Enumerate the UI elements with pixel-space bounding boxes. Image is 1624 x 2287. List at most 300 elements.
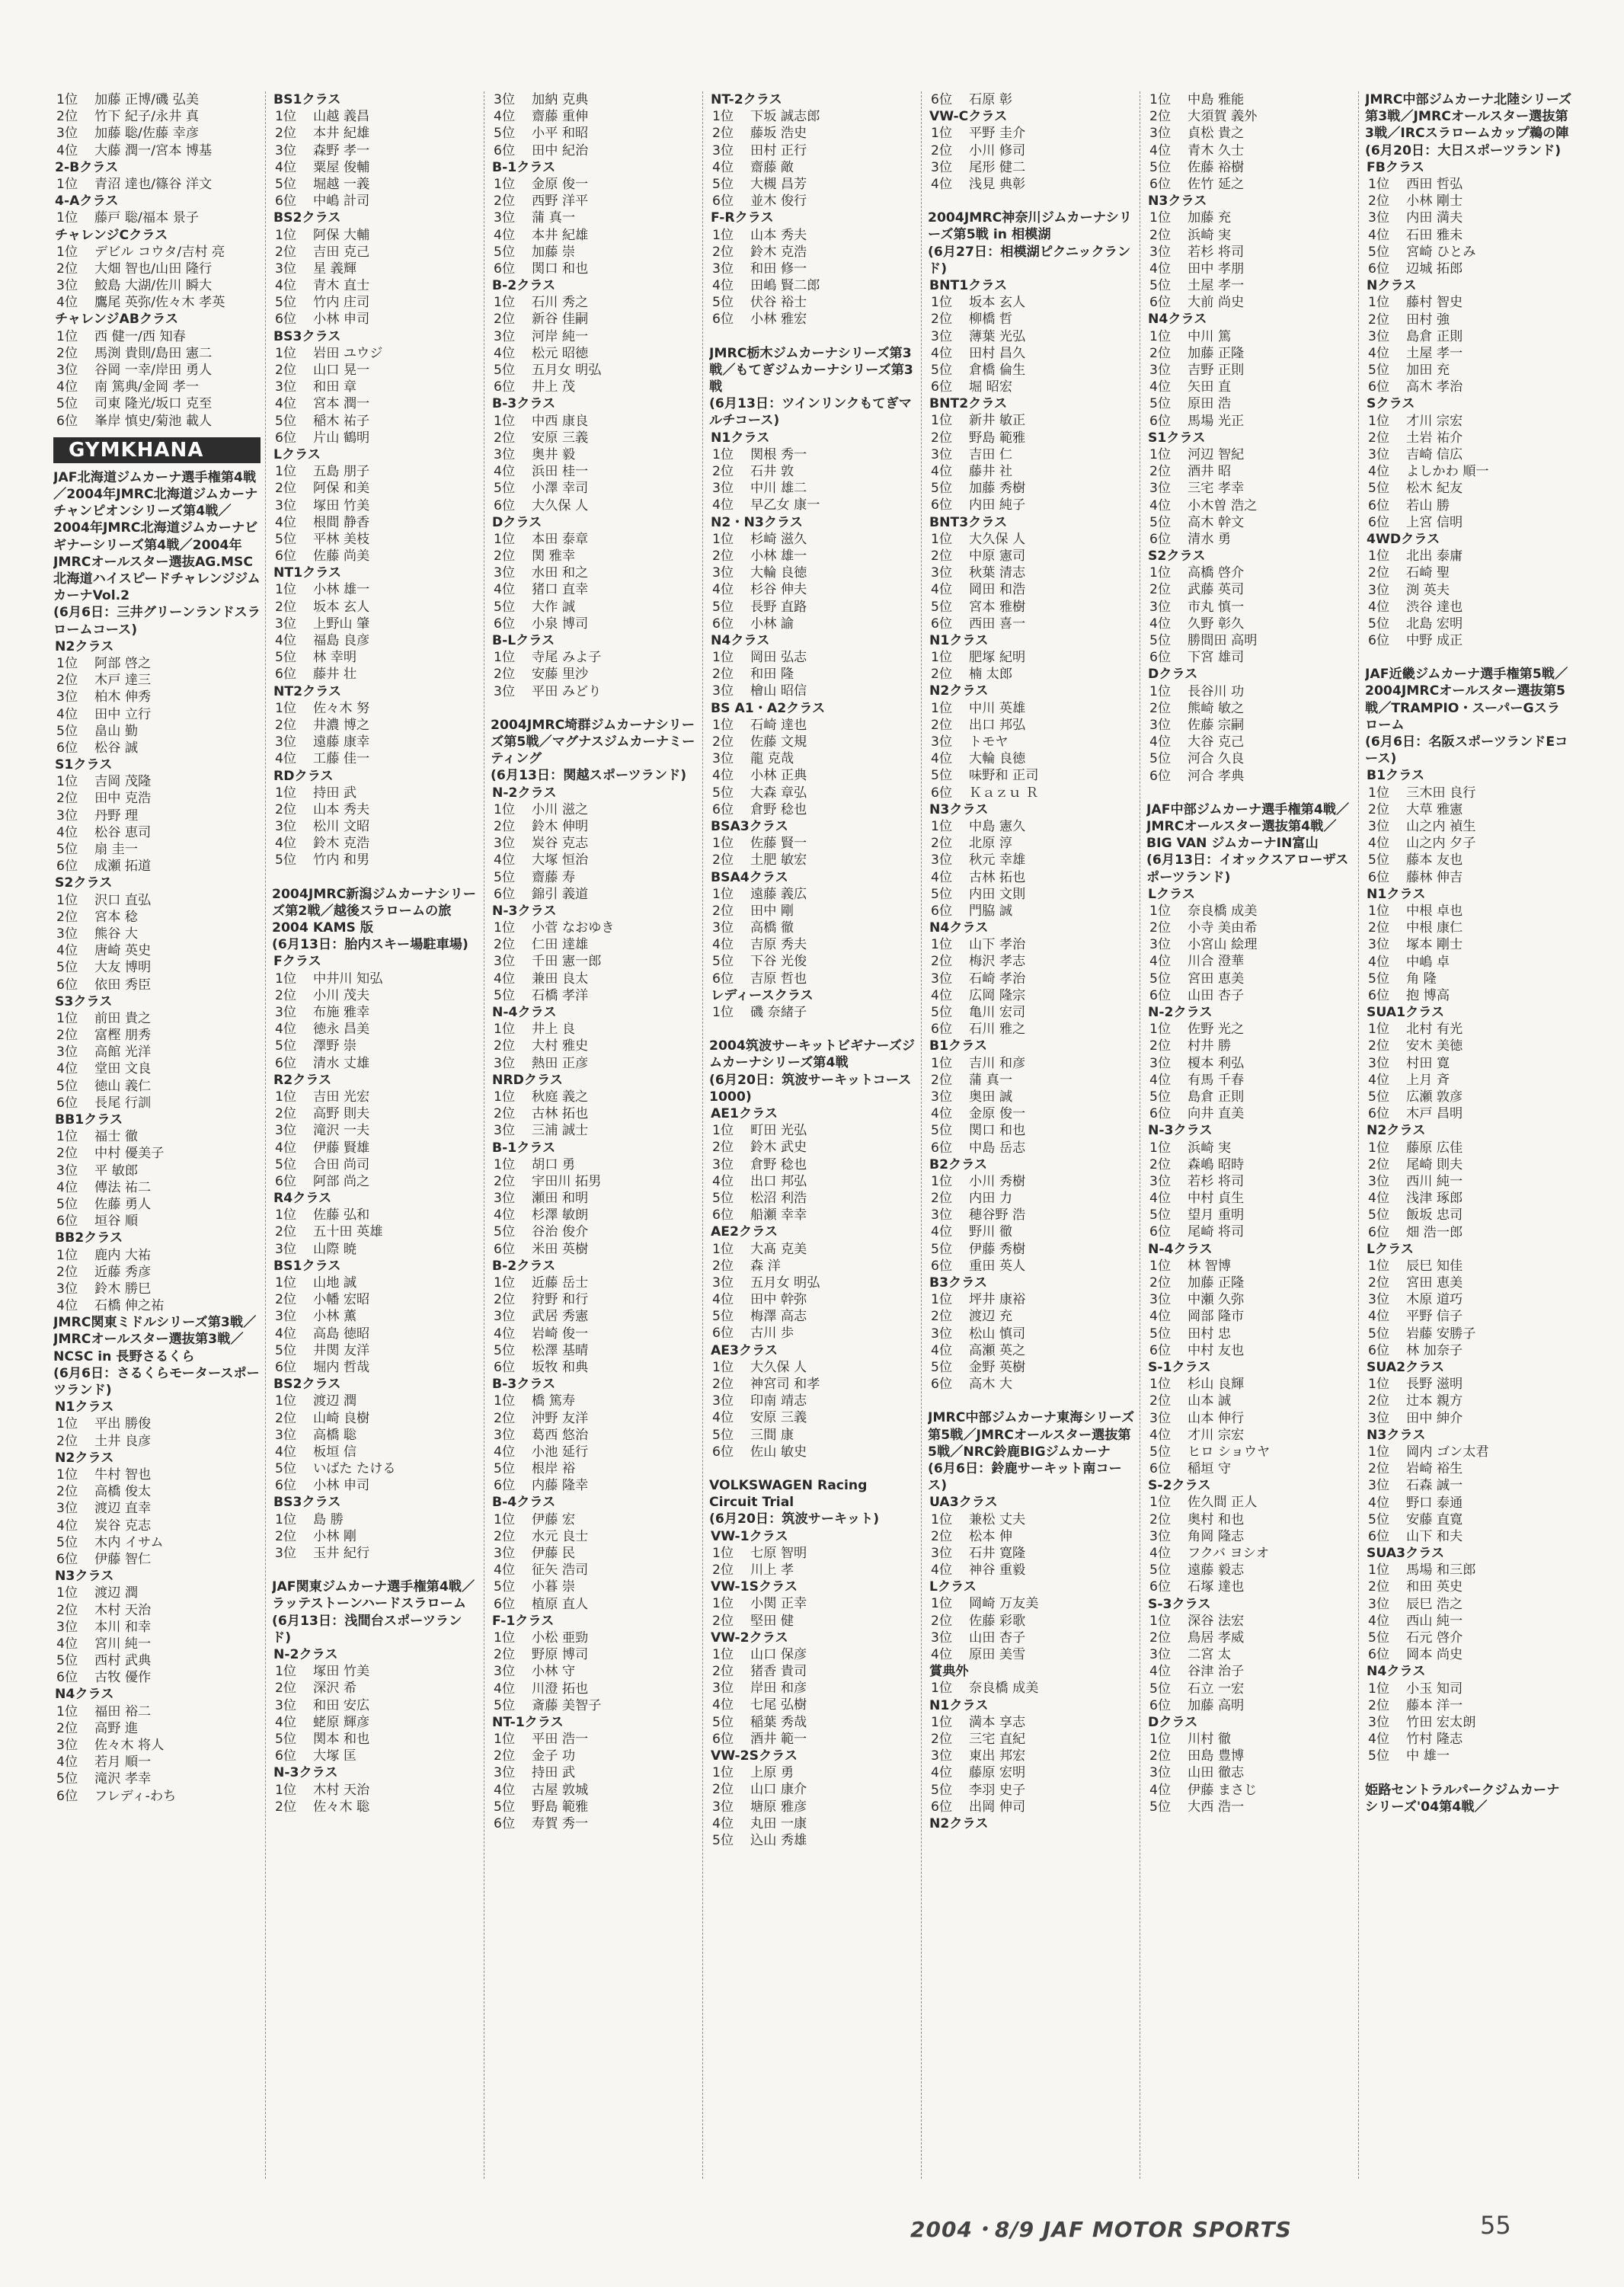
rank: 3位 xyxy=(275,142,297,158)
driver-name: 渋谷 達也 xyxy=(1406,599,1463,615)
result-row xyxy=(53,808,261,824)
class-heading: B-Lクラス xyxy=(492,633,555,648)
driver-name: 鈴木 伸明 xyxy=(532,818,589,834)
result-row xyxy=(53,362,261,379)
result-row xyxy=(1365,1681,1572,1697)
driver-name: 島倉 正則 xyxy=(1406,328,1463,344)
rank: 6位 xyxy=(275,430,297,446)
result-row xyxy=(272,1460,479,1477)
class-heading: N3クラス xyxy=(55,1569,114,1585)
page-number: 55 xyxy=(1480,2211,1511,2240)
rank: 5位 xyxy=(1149,1799,1172,1815)
rank: 4位 xyxy=(275,278,297,294)
rank: 5位 xyxy=(56,1653,78,1669)
result-row xyxy=(1365,1511,1572,1528)
result-row xyxy=(1365,1748,1572,1764)
result-row xyxy=(272,717,479,734)
rank: 1位 xyxy=(712,1123,734,1139)
result-row xyxy=(491,497,698,514)
driver-name: 才川 宗宏 xyxy=(1406,413,1463,429)
driver-name: 新谷 佳嗣 xyxy=(532,312,589,328)
driver-name: Ｋａｚｕ Ｒ xyxy=(969,785,1039,801)
driver-name: 馬場 光正 xyxy=(1188,413,1245,429)
result-row xyxy=(491,886,698,903)
result-row xyxy=(709,1376,916,1393)
driver-name: 竹村 隆志 xyxy=(1406,1732,1463,1748)
result-row xyxy=(1365,616,1572,632)
driver-name: フレディ-わち xyxy=(94,1788,177,1804)
result-row xyxy=(53,1619,261,1636)
result-row xyxy=(1146,142,1354,159)
rank: 4位 xyxy=(494,582,516,598)
result-row xyxy=(491,1528,698,1545)
rank: 6位 xyxy=(1149,1342,1172,1358)
rank: 3位 xyxy=(275,1241,297,1257)
result-row xyxy=(491,852,698,868)
result-row xyxy=(491,1596,698,1613)
driver-name: 宮田 恵美 xyxy=(1406,1275,1463,1291)
result-row xyxy=(1146,683,1354,700)
driver-name: 加藤 聡/佐藤 幸彦 xyxy=(94,126,200,142)
result-row xyxy=(491,1663,698,1680)
rank: 5位 xyxy=(275,1038,297,1054)
result-row xyxy=(53,1483,261,1500)
result-row xyxy=(709,683,916,699)
rank: 4位 xyxy=(1149,616,1172,632)
result-row xyxy=(491,683,698,700)
result-row xyxy=(53,1669,261,1686)
class-heading: VW-2Sクラス xyxy=(711,1748,798,1764)
result-row xyxy=(272,581,479,598)
driver-name: 佐藤 弘和 xyxy=(313,1207,370,1223)
rank: 6位 xyxy=(1149,1697,1172,1713)
driver-name: 山口 保彦 xyxy=(750,1646,807,1662)
driver-name: 秋葉 清志 xyxy=(969,565,1026,581)
result-row xyxy=(53,1078,261,1095)
result-row xyxy=(491,1630,698,1646)
rank: 6位 xyxy=(931,903,953,919)
driver-name: 倉橋 倫生 xyxy=(969,362,1026,378)
result-row xyxy=(709,1325,916,1342)
rank: 6位 xyxy=(1368,514,1390,530)
rank: 3位 xyxy=(931,1326,953,1342)
rank: 2位 xyxy=(712,1562,734,1578)
rank: 6位 xyxy=(1149,176,1172,192)
result-row xyxy=(1146,1089,1354,1105)
result-row xyxy=(1365,210,1572,226)
rank: 5位 xyxy=(275,650,297,666)
rank: 6位 xyxy=(56,1095,78,1111)
result-row xyxy=(709,463,916,480)
class-heading: B-1クラス xyxy=(492,159,556,175)
result-row xyxy=(1365,312,1572,328)
driver-name: 大藤 潤一/宮本 博基 xyxy=(94,142,213,158)
rank: 2位 xyxy=(931,1072,953,1088)
result-row xyxy=(53,790,261,807)
rank: 3位 xyxy=(1368,210,1390,226)
result-row xyxy=(1146,531,1354,548)
result-row xyxy=(272,176,479,193)
result-row xyxy=(709,1275,916,1291)
rank: 5位 xyxy=(275,1461,297,1477)
rank: 5位 xyxy=(1149,1444,1172,1460)
driver-name: 古川 歩 xyxy=(750,1326,794,1342)
driver-name: 佐藤 彩歌 xyxy=(969,1613,1026,1629)
rank: 2位 xyxy=(56,1484,78,1500)
driver-name: 岡部 隆市 xyxy=(1188,1309,1245,1325)
class-heading: SUA2クラス xyxy=(1367,1360,1445,1376)
rank: 3位 xyxy=(1149,1173,1172,1189)
rank: 1位 xyxy=(56,1585,78,1601)
result-row xyxy=(53,345,261,362)
class-heading: BS3クラス xyxy=(273,328,341,344)
driver-name: 大須賀 義外 xyxy=(1188,109,1258,125)
class-heading: F-Rクラス xyxy=(711,210,774,226)
result-row xyxy=(1146,413,1354,430)
driver-name: 中瀬 久弥 xyxy=(1188,1292,1245,1308)
rank: 4位 xyxy=(275,633,297,648)
result-row xyxy=(709,1173,916,1190)
driver-name: 藤原 広佳 xyxy=(1406,1140,1463,1156)
driver-name: 森嶋 昭時 xyxy=(1188,1156,1245,1172)
driver-name: 内田 満夫 xyxy=(1406,210,1463,226)
result-row xyxy=(1365,413,1572,430)
driver-name: 徳山 義仁 xyxy=(94,1078,152,1094)
result-row xyxy=(272,345,479,362)
result-row xyxy=(272,395,479,412)
driver-name: 平野 圭介 xyxy=(969,126,1026,142)
result-row xyxy=(1365,1140,1572,1156)
result-row xyxy=(491,1764,698,1781)
rank: 4位 xyxy=(1368,1732,1390,1748)
driver-name: 大草 雅憲 xyxy=(1406,801,1463,817)
rank: 4位 xyxy=(1149,1546,1172,1562)
rank: 3位 xyxy=(1149,481,1172,497)
result-row xyxy=(928,1342,1135,1359)
result-row xyxy=(272,801,479,818)
result-row xyxy=(1146,1342,1354,1359)
result-row xyxy=(491,244,698,261)
result-row xyxy=(709,1595,916,1612)
driver-name: 馬場 和三郎 xyxy=(1406,1563,1476,1579)
driver-name: 宮川 純一 xyxy=(94,1636,152,1652)
rank: 4位 xyxy=(1149,1072,1172,1088)
rank: 4位 xyxy=(275,836,297,852)
results-column xyxy=(1365,91,1577,2179)
driver-name: 竹下 紀子/永井 真 xyxy=(94,109,200,125)
rank: 1位 xyxy=(931,1173,953,1189)
driver-name: 滝沢 孝幸 xyxy=(94,1771,152,1787)
result-row xyxy=(491,1207,698,1223)
results-column xyxy=(272,91,484,2179)
driver-name: 加藤 秀樹 xyxy=(969,481,1026,497)
driver-name: 武居 秀憲 xyxy=(532,1309,589,1325)
event-heading: JMRC関東ミドルシリーズ第3戦／JMRCオールスター選抜第3戦／NCSC in 長野さるくら xyxy=(53,1315,257,1364)
driver-name: 阿保 和美 xyxy=(313,481,370,497)
result-row xyxy=(928,345,1135,362)
driver-name: 藤井 壮 xyxy=(313,667,357,683)
driver-name: 炭谷 克志 xyxy=(532,836,589,852)
driver-name: 山地 誠 xyxy=(313,1275,357,1291)
driver-name: 宇田川 拓男 xyxy=(532,1173,602,1189)
driver-name: 山本 伸行 xyxy=(1188,1410,1245,1426)
result-row xyxy=(1146,91,1354,108)
result-row xyxy=(928,1376,1135,1393)
driver-name: 持田 武 xyxy=(532,1765,576,1781)
result-row xyxy=(53,261,261,277)
driver-name: 島倉 正則 xyxy=(1188,1089,1245,1105)
driver-name: 石崎 聖 xyxy=(1406,565,1450,581)
result-row xyxy=(1365,903,1572,920)
rank: 1位 xyxy=(931,1292,953,1308)
rank: 2位 xyxy=(931,1613,953,1629)
result-row xyxy=(1146,1038,1354,1054)
result-row xyxy=(491,1697,698,1714)
class-heading: VW-1Sクラス xyxy=(711,1579,798,1595)
rank: 6位 xyxy=(56,1551,78,1567)
results-column xyxy=(491,91,703,2179)
driver-name: 大塚 匡 xyxy=(313,1748,357,1764)
driver-name: 田中 紳介 xyxy=(1406,1410,1463,1426)
rank: 2位 xyxy=(494,667,516,683)
rank: 3位 xyxy=(712,751,734,767)
rank: 2位 xyxy=(494,549,516,565)
result-row xyxy=(491,176,698,193)
driver-name: 藤林 伸吉 xyxy=(1406,869,1463,885)
rank: 5位 xyxy=(494,363,516,378)
rank: 3位 xyxy=(712,1799,734,1815)
result-row xyxy=(709,1832,916,1849)
result-row xyxy=(53,858,261,875)
driver-name: 藤本 洋一 xyxy=(1406,1697,1463,1713)
rank: 2位 xyxy=(275,1681,297,1697)
result-row xyxy=(1365,430,1572,446)
rank: 1位 xyxy=(494,650,516,666)
result-row xyxy=(928,565,1135,581)
result-row xyxy=(491,1579,698,1595)
rank: 4位 xyxy=(56,295,78,311)
driver-name: 金野 英樹 xyxy=(969,1359,1026,1375)
driver-name: 石橋 孝洋 xyxy=(532,987,589,1003)
rank: 6位 xyxy=(1368,379,1390,395)
driver-name: 船瀬 幸幸 xyxy=(750,1207,807,1223)
driver-name: 高木 大 xyxy=(969,1377,1013,1393)
rank: 1位 xyxy=(275,1664,297,1680)
rank: 5位 xyxy=(712,954,734,970)
class-heading: N3クラス xyxy=(1148,194,1207,210)
results-column xyxy=(709,91,922,2179)
result-row xyxy=(53,1754,261,1770)
event-heading: (6月20日：大日スポーツランド) xyxy=(1365,142,1562,158)
driver-name: 加藤 正博/磯 弘美 xyxy=(94,92,200,107)
rank: 3位 xyxy=(275,1005,297,1020)
event-heading: (6月13日：関越スポーツランド) xyxy=(491,768,687,784)
rank: 3位 xyxy=(275,1546,297,1561)
rank: 3位 xyxy=(56,126,78,142)
result-row xyxy=(272,277,479,294)
rank: 2位 xyxy=(712,1377,734,1393)
driver-name: 猪口 直幸 xyxy=(532,582,589,598)
rank: 6位 xyxy=(494,261,516,277)
rank: 2位 xyxy=(1368,430,1390,446)
rank: 3位 xyxy=(931,328,953,344)
rank: 2位 xyxy=(712,548,734,564)
class-heading: 4-Aクラス xyxy=(55,194,119,210)
rank: 3位 xyxy=(56,1738,78,1754)
driver-name: 磯 奈緒子 xyxy=(750,1005,807,1021)
driver-name: 和田 章 xyxy=(313,379,357,395)
rank: 3位 xyxy=(494,328,516,344)
driver-name: 西川 純一 xyxy=(1406,1173,1463,1189)
class-heading: N3クラス xyxy=(1367,1427,1426,1443)
driver-name: 鮫島 大湖/佐川 瞬大 xyxy=(94,278,213,294)
driver-name: 大森 章弘 xyxy=(750,785,807,801)
result-row xyxy=(53,1213,261,1230)
result-row xyxy=(53,1128,261,1145)
result-row xyxy=(1365,1714,1572,1731)
rank: 4位 xyxy=(275,751,297,767)
driver-name: 高橋 俊太 xyxy=(94,1484,152,1500)
result-row xyxy=(928,1223,1135,1240)
result-row xyxy=(928,835,1135,852)
result-row xyxy=(709,1697,916,1713)
rank: 2位 xyxy=(1368,1393,1390,1409)
driver-name: 出口 邦弘 xyxy=(969,717,1026,733)
result-row xyxy=(491,1326,698,1342)
result-row xyxy=(53,91,261,108)
driver-name: 中島 岳志 xyxy=(969,1140,1026,1156)
rank: 5位 xyxy=(275,1731,297,1747)
result-row xyxy=(53,723,261,740)
driver-name: 唐崎 英史 xyxy=(94,943,152,959)
rank: 5位 xyxy=(712,295,734,311)
rank: 6位 xyxy=(712,1207,734,1223)
result-row xyxy=(491,1105,698,1122)
result-row xyxy=(709,261,916,277)
result-row xyxy=(1146,1021,1354,1038)
driver-name: 柏木 伸秀 xyxy=(94,689,152,705)
rank: 1位 xyxy=(1368,1022,1390,1038)
driver-name: 秋庭 義之 xyxy=(532,1089,589,1105)
driver-name: 胡口 勇 xyxy=(532,1156,576,1172)
result-row xyxy=(709,277,916,294)
driver-name: 山田 杏子 xyxy=(969,1630,1026,1646)
driver-name: 鈴木 克浩 xyxy=(313,836,370,852)
rank: 6位 xyxy=(275,549,297,565)
rank: 1位 xyxy=(494,1393,516,1409)
rank: 2位 xyxy=(1368,1461,1390,1477)
driver-name: 猪香 貴司 xyxy=(750,1664,807,1680)
rank: 4位 xyxy=(712,582,734,598)
result-row xyxy=(272,1477,479,1494)
result-row xyxy=(709,159,916,176)
rank: 5位 xyxy=(1368,244,1390,260)
result-row xyxy=(53,1518,261,1534)
result-row xyxy=(272,430,479,446)
driver-name: 高橋 啓介 xyxy=(1188,565,1245,581)
rank: 1位 xyxy=(494,1275,516,1291)
rank: 3位 xyxy=(56,1044,78,1060)
rank: 3位 xyxy=(1368,819,1390,835)
driver-name: 佐竹 延之 xyxy=(1188,176,1245,192)
rank: 3位 xyxy=(931,1630,953,1646)
rank: 4位 xyxy=(494,1207,516,1223)
driver-name: 佐久間 正人 xyxy=(1188,1495,1258,1511)
driver-name: 五島 朋子 xyxy=(313,464,370,480)
driver-name: 小菅 なおゆき xyxy=(532,920,615,936)
class-heading: N-4クラス xyxy=(1148,1241,1213,1257)
rank: 5位 xyxy=(712,1832,734,1848)
event-heading: 2004筑波サーキットビギナーズジムカーナシリーズ第4戦 xyxy=(709,1038,916,1071)
driver-name: 南 篤典/金岡 孝一 xyxy=(94,379,200,395)
result-row xyxy=(1146,1410,1354,1427)
rank: 2位 xyxy=(1149,1156,1172,1172)
result-row xyxy=(928,1241,1135,1258)
driver-name: 下谷 光俊 xyxy=(750,954,807,970)
result-row xyxy=(1146,244,1354,261)
result-row xyxy=(1146,1545,1354,1562)
result-row xyxy=(1146,632,1354,649)
result-row xyxy=(1146,1072,1354,1089)
rank: 6位 xyxy=(931,92,953,107)
driver-name: 和田 英史 xyxy=(1406,1579,1463,1595)
driver-name: 前田 貴之 xyxy=(94,1010,152,1026)
result-row xyxy=(1146,953,1354,970)
result-row xyxy=(1365,480,1572,497)
result-row xyxy=(1365,1038,1572,1054)
driver-name: 原田 美雪 xyxy=(969,1647,1026,1663)
driver-name: 垣谷 順 xyxy=(94,1214,139,1230)
driver-name: トモヤ xyxy=(969,734,1009,750)
class-heading: B3クラス xyxy=(929,1275,988,1291)
result-row xyxy=(928,430,1135,446)
result-row xyxy=(709,1207,916,1223)
rank: 1位 xyxy=(1368,903,1390,919)
result-row xyxy=(1365,565,1572,581)
result-row xyxy=(53,655,261,672)
driver-name: 辰巳 浩之 xyxy=(1406,1596,1463,1612)
driver-name: 滝沢 一夫 xyxy=(313,1123,370,1139)
driver-name: 中嶋 計司 xyxy=(313,194,370,210)
result-row xyxy=(272,1241,479,1258)
driver-name: 柳橋 哲 xyxy=(969,312,1013,328)
rank: 1位 xyxy=(712,650,734,666)
rank: 3位 xyxy=(275,261,297,277)
driver-name: 高島 徳昭 xyxy=(313,1326,370,1342)
rank: 5位 xyxy=(931,886,953,902)
event-heading: 2004JMRC神奈川ジムカーナシリーズ第5戦 in 相模湖 xyxy=(928,210,1133,243)
driver-name: 鳥居 孝威 xyxy=(1188,1630,1245,1646)
driver-name: 高野 進 xyxy=(94,1720,139,1736)
class-heading: N1クラス xyxy=(55,1399,114,1415)
event-heading: (6月13日：浅間台スポーツランド) xyxy=(272,1613,462,1646)
result-row xyxy=(53,706,261,723)
class-heading: S1クラス xyxy=(1148,430,1206,446)
result-row xyxy=(928,869,1135,886)
rank: 4位 xyxy=(494,227,516,243)
result-row xyxy=(1146,1579,1354,1595)
section-gap xyxy=(709,328,916,345)
result-row xyxy=(491,91,698,108)
rank: 5位 xyxy=(275,852,297,868)
rank: 4位 xyxy=(931,987,953,1003)
rank: 6位 xyxy=(494,142,516,158)
driver-name: 本川 和幸 xyxy=(94,1619,152,1635)
driver-name: 岸田 和彦 xyxy=(750,1681,807,1697)
result-row xyxy=(491,430,698,446)
rank: 5位 xyxy=(1149,1207,1172,1223)
rank: 5位 xyxy=(712,785,734,801)
